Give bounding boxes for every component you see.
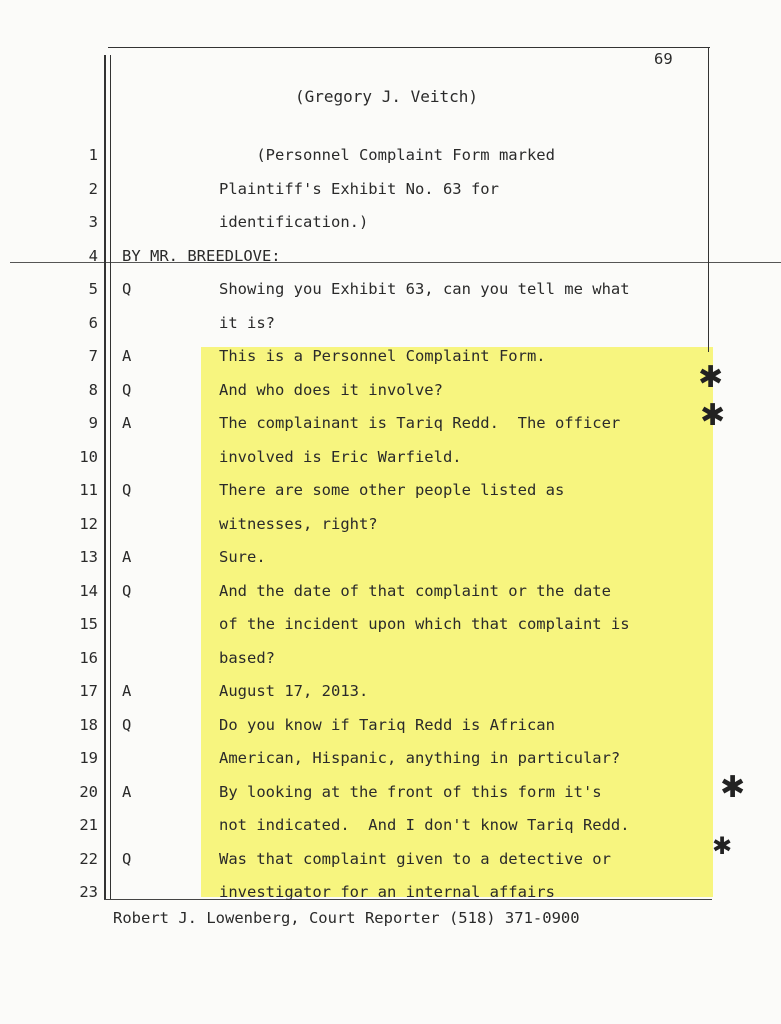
transcript-line-text: Sure. (219, 548, 266, 566)
line-number: 10 (79, 448, 98, 466)
transcript-line-text: Showing you Exhibit 63, can you tell me what (219, 280, 630, 298)
page-number: 69 (654, 50, 673, 68)
transcript-line-text: By looking at the front of this form it's (219, 783, 602, 801)
transcript-line-text: This is a Personnel Complaint Form. (219, 347, 546, 365)
transcript-line-text: August 17, 2013. (219, 682, 369, 700)
transcript-line-text: There are some other people listed as (219, 481, 565, 499)
speaker-label: Q (122, 582, 132, 600)
line-number: 6 (88, 314, 98, 332)
line-number: 13 (79, 548, 98, 566)
transcript-line-text: involved is Eric Warfield. (219, 448, 462, 466)
speaker-label: Q (122, 850, 132, 868)
line-number: 1 (88, 146, 98, 164)
witness-header: (Gregory J. Veitch) (295, 87, 479, 106)
line-number: 23 (79, 883, 98, 901)
line-number: 22 (79, 850, 98, 868)
line-number: 2 (88, 180, 98, 198)
transcript-line-text: not indicated. And I don't know Tariq Redd. (219, 816, 630, 834)
line-number: 16 (79, 649, 98, 667)
transcript-line-text: (Personnel Complaint Form marked (219, 146, 555, 164)
frame-right-border (708, 47, 709, 352)
line-number: 21 (79, 816, 98, 834)
speaker-label: A (122, 414, 132, 432)
line-number: 4 (88, 247, 98, 265)
line-number: 8 (88, 381, 98, 399)
court-reporter-footer: Robert J. Lowenberg, Court Reporter (518) 371-0900 (113, 909, 580, 927)
margin-asterisk-mark: ✱ (720, 770, 746, 805)
line-number: 18 (79, 716, 98, 734)
transcript-line-text: American, Hispanic, anything in particular? (219, 749, 621, 767)
line-number: 14 (79, 582, 98, 600)
margin-asterisk-mark: ✱ (700, 398, 726, 433)
line-number: 9 (88, 414, 98, 432)
transcript-line-text: Plaintiff's Exhibit No. 63 for (219, 180, 499, 198)
speaker-label: A (122, 347, 132, 365)
transcript-line-text: And who does it involve? (219, 381, 443, 399)
frame-top-border (108, 47, 710, 48)
transcript-line-text: witnesses, right? (219, 515, 378, 533)
line-number: 11 (79, 481, 98, 499)
speaker-label: Q (122, 280, 132, 298)
speaker-label: A (122, 548, 132, 566)
speaker-label: Q (122, 381, 132, 399)
speaker-label: BY MR. BREEDLOVE: (122, 247, 281, 265)
line-number: 3 (88, 213, 98, 231)
transcript-line-text: Do you know if Tariq Redd is African (219, 716, 555, 734)
transcript-line-text: Was that complaint given to a detective or (219, 850, 611, 868)
line-number: 15 (79, 615, 98, 633)
transcript-line-text: based? (219, 649, 275, 667)
transcript-line-text: The complainant is Tariq Redd. The officer (219, 414, 621, 432)
line-number: 19 (79, 749, 98, 767)
margin-asterisk-mark: ✱ (712, 832, 733, 860)
transcript-line-text: And the date of that complaint or the date (219, 582, 611, 600)
line-number: 17 (79, 682, 98, 700)
transcript-line-text: of the incident upon which that complaint is (219, 615, 630, 633)
frame-left-border (104, 55, 106, 900)
frame-left-border-inner (110, 55, 111, 900)
transcript-line-text: it is? (219, 314, 275, 332)
line-number: 5 (88, 280, 98, 298)
margin-asterisk-mark: ✱ (698, 360, 724, 395)
speaker-label: Q (122, 716, 132, 734)
speaker-label: A (122, 682, 132, 700)
speaker-label: Q (122, 481, 132, 499)
speaker-label: A (122, 783, 132, 801)
transcript-line-text: investigator for an internal affairs (219, 883, 555, 901)
line-number: 7 (88, 347, 98, 365)
line-number: 20 (79, 783, 98, 801)
line-number: 12 (79, 515, 98, 533)
transcript-line-text: identification.) (219, 213, 369, 231)
